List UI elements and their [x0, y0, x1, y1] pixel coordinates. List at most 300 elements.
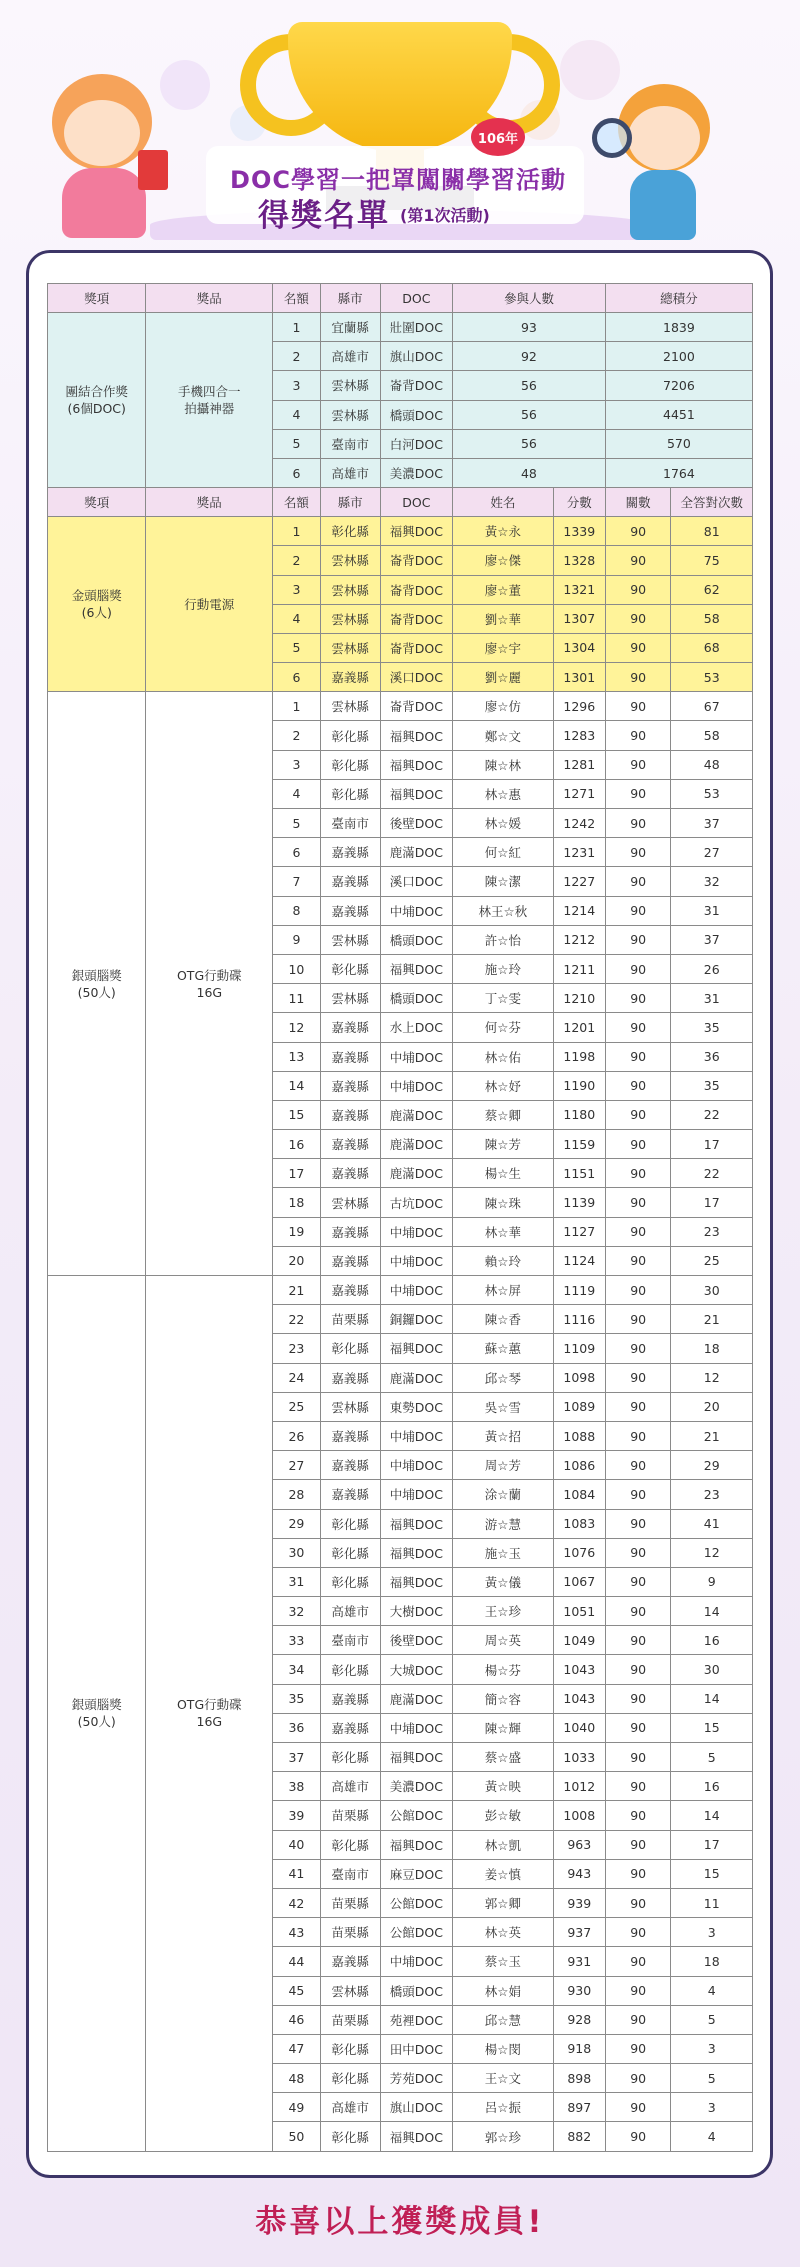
county-cell: 嘉義縣 — [320, 1100, 380, 1129]
all-correct-cell: 41 — [671, 1509, 753, 1538]
score-cell: 939 — [553, 1888, 605, 1917]
rank-cell: 6 — [273, 838, 321, 867]
score-cell: 1012 — [553, 1772, 605, 1801]
score-cell: 1088 — [553, 1421, 605, 1450]
name-cell: 林☆娟 — [453, 1976, 554, 2005]
participants-cell: 48 — [453, 458, 606, 487]
column-header: 獎品 — [146, 284, 273, 313]
county-cell: 彰化縣 — [320, 721, 380, 750]
county-cell: 苗栗縣 — [320, 1305, 380, 1334]
score-cell: 1033 — [553, 1743, 605, 1772]
score-cell: 1211 — [553, 954, 605, 983]
rank-cell: 17 — [273, 1159, 321, 1188]
county-cell: 彰化縣 — [320, 2034, 380, 2063]
name-cell: 林☆華 — [453, 1217, 554, 1246]
rank-cell: 10 — [273, 954, 321, 983]
event-title: DOC學習一把罩闖關學習活動 — [230, 166, 566, 194]
level-cell: 90 — [605, 1684, 671, 1713]
county-cell: 嘉義縣 — [320, 663, 380, 692]
level-cell: 90 — [605, 692, 671, 721]
level-cell: 90 — [605, 1655, 671, 1684]
rank-cell: 3 — [273, 575, 321, 604]
county-cell: 彰化縣 — [320, 1567, 380, 1596]
all-correct-cell: 16 — [671, 1626, 753, 1655]
name-cell: 林☆凱 — [453, 1830, 554, 1859]
doc-cell: 田中DOC — [380, 2034, 452, 2063]
column-header: 獎品 — [146, 488, 273, 517]
doc-cell: 崙背DOC — [380, 604, 452, 633]
prize-name: 手機四合一 拍攝神器 — [146, 313, 273, 488]
level-cell: 90 — [605, 1276, 671, 1305]
rank-cell: 30 — [273, 1538, 321, 1567]
level-cell: 90 — [605, 1626, 671, 1655]
doc-cell: 福興DOC — [380, 1567, 452, 1596]
name-cell: 陳☆香 — [453, 1305, 554, 1334]
name-cell: 陳☆芳 — [453, 1130, 554, 1159]
county-cell: 臺南市 — [320, 429, 380, 458]
all-correct-cell: 17 — [671, 1130, 753, 1159]
county-cell: 嘉義縣 — [320, 1071, 380, 1100]
level-cell: 90 — [605, 984, 671, 1013]
doc-cell: 中埔DOC — [380, 896, 452, 925]
level-cell: 90 — [605, 1947, 671, 1976]
team-header-row — [48, 284, 753, 313]
score-cell: 1049 — [553, 1626, 605, 1655]
county-cell: 嘉義縣 — [320, 1276, 380, 1305]
doc-cell: 鹿滿DOC — [380, 838, 452, 867]
rank-cell: 43 — [273, 1918, 321, 1947]
name-cell: 廖☆宇 — [453, 633, 554, 662]
score-cell: 897 — [553, 2093, 605, 2122]
gold-award-section — [48, 517, 753, 692]
score-cell: 1051 — [553, 1597, 605, 1626]
doc-cell: 公館DOC — [380, 1801, 452, 1830]
name-cell: 楊☆生 — [453, 1159, 554, 1188]
score-cell: 1227 — [553, 867, 605, 896]
score-cell: 931 — [553, 1947, 605, 1976]
name-cell: 鄭☆文 — [453, 721, 554, 750]
column-header: 縣市 — [320, 284, 380, 313]
all-correct-cell: 68 — [671, 633, 753, 662]
score-cell: 1098 — [553, 1363, 605, 1392]
name-cell: 邱☆琴 — [453, 1363, 554, 1392]
all-correct-cell: 75 — [671, 546, 753, 575]
prize-name: OTG行動碟 16G — [146, 692, 273, 1276]
level-cell: 90 — [605, 1567, 671, 1596]
doc-cell: 公館DOC — [380, 1888, 452, 1917]
rank-cell: 20 — [273, 1246, 321, 1275]
rank-cell: 31 — [273, 1567, 321, 1596]
score-cell: 1201 — [553, 1013, 605, 1042]
rank-cell: 44 — [273, 1947, 321, 1976]
rank-cell: 1 — [273, 692, 321, 721]
page-subtitle: (第1次活動) — [400, 206, 490, 225]
rank-cell: 2 — [273, 721, 321, 750]
score-cell: 1242 — [553, 809, 605, 838]
bubble-decoration — [160, 60, 210, 110]
rank-cell: 11 — [273, 984, 321, 1013]
name-cell: 賴☆玲 — [453, 1246, 554, 1275]
name-cell: 林☆媛 — [453, 809, 554, 838]
all-correct-cell: 18 — [671, 1334, 753, 1363]
score-cell: 1083 — [553, 1509, 605, 1538]
county-cell: 臺南市 — [320, 1859, 380, 1888]
level-cell: 90 — [605, 575, 671, 604]
all-correct-cell: 14 — [671, 1801, 753, 1830]
county-cell: 彰化縣 — [320, 954, 380, 983]
county-cell: 嘉義縣 — [320, 1159, 380, 1188]
county-cell: 苗栗縣 — [320, 1888, 380, 1917]
county-cell: 嘉義縣 — [320, 1217, 380, 1246]
level-cell: 90 — [605, 1130, 671, 1159]
rank-cell: 1 — [273, 517, 321, 546]
rank-cell: 3 — [273, 750, 321, 779]
county-cell: 嘉義縣 — [320, 1246, 380, 1275]
doc-cell: 福興DOC — [380, 2122, 452, 2151]
level-cell: 90 — [605, 721, 671, 750]
all-correct-cell: 31 — [671, 896, 753, 925]
name-cell: 許☆怡 — [453, 925, 554, 954]
county-cell: 苗栗縣 — [320, 1801, 380, 1830]
name-cell: 郭☆珍 — [453, 2122, 554, 2151]
level-cell: 90 — [605, 1217, 671, 1246]
rank-cell: 47 — [273, 2034, 321, 2063]
name-cell: 郭☆卿 — [453, 1888, 554, 1917]
rank-cell: 23 — [273, 1334, 321, 1363]
rank-cell: 22 — [273, 1305, 321, 1334]
county-cell: 高雄市 — [320, 1772, 380, 1801]
level-cell: 90 — [605, 1830, 671, 1859]
doc-cell: 中埔DOC — [380, 1421, 452, 1450]
level-cell: 90 — [605, 1743, 671, 1772]
name-cell: 何☆芬 — [453, 1013, 554, 1042]
score-cell: 1180 — [553, 1100, 605, 1129]
boy-face — [628, 106, 700, 170]
column-header: DOC — [380, 284, 452, 313]
rank-cell: 6 — [273, 458, 321, 487]
score-cell: 898 — [553, 2064, 605, 2093]
individual-header-section — [48, 488, 753, 517]
rank-cell: 32 — [273, 1597, 321, 1626]
all-correct-cell: 12 — [671, 1538, 753, 1567]
rank-cell: 9 — [273, 925, 321, 954]
magnifier-icon — [592, 118, 632, 158]
county-cell: 臺南市 — [320, 1626, 380, 1655]
county-cell: 高雄市 — [320, 342, 380, 371]
doc-cell: 古坑DOC — [380, 1188, 452, 1217]
doc-cell: 福興DOC — [380, 1334, 452, 1363]
table-row — [48, 1276, 753, 1305]
level-cell: 90 — [605, 1334, 671, 1363]
doc-cell: 福興DOC — [380, 750, 452, 779]
rank-cell: 4 — [273, 400, 321, 429]
all-correct-cell: 67 — [671, 692, 753, 721]
score-cell: 930 — [553, 1976, 605, 2005]
name-cell: 陳☆珠 — [453, 1188, 554, 1217]
county-cell: 嘉義縣 — [320, 1713, 380, 1742]
rank-cell: 2 — [273, 546, 321, 575]
county-cell: 彰化縣 — [320, 750, 380, 779]
score-cell: 1212 — [553, 925, 605, 954]
score-cell: 1301 — [553, 663, 605, 692]
score-cell: 1328 — [553, 546, 605, 575]
county-cell: 彰化縣 — [320, 1538, 380, 1567]
silver-award-section-1 — [48, 692, 753, 1276]
level-cell: 90 — [605, 2122, 671, 2151]
all-correct-cell: 4 — [671, 2122, 753, 2151]
rank-cell: 13 — [273, 1042, 321, 1071]
rank-cell: 26 — [273, 1421, 321, 1450]
level-cell: 90 — [605, 750, 671, 779]
name-cell: 廖☆董 — [453, 575, 554, 604]
all-correct-cell: 23 — [671, 1480, 753, 1509]
county-cell: 雲林縣 — [320, 1976, 380, 2005]
level-cell: 90 — [605, 1188, 671, 1217]
county-cell: 臺南市 — [320, 809, 380, 838]
name-cell: 林☆英 — [453, 1918, 554, 1947]
county-cell: 宜蘭縣 — [320, 313, 380, 342]
level-cell: 90 — [605, 779, 671, 808]
doc-cell: 後壁DOC — [380, 1626, 452, 1655]
rank-cell: 24 — [273, 1363, 321, 1392]
doc-cell: 橋頭DOC — [380, 925, 452, 954]
level-cell: 90 — [605, 1421, 671, 1450]
total-score-cell: 4451 — [605, 400, 752, 429]
county-cell: 彰化縣 — [320, 2064, 380, 2093]
doc-cell: 福興DOC — [380, 517, 452, 546]
rank-cell: 39 — [273, 1801, 321, 1830]
name-cell: 林☆佑 — [453, 1042, 554, 1071]
total-score-cell: 1839 — [605, 313, 752, 342]
all-correct-cell: 23 — [671, 1217, 753, 1246]
level-cell: 90 — [605, 954, 671, 983]
doc-cell: 中埔DOC — [380, 1071, 452, 1100]
level-cell: 90 — [605, 1042, 671, 1071]
prize-name: 行動電源 — [146, 517, 273, 692]
all-correct-cell: 15 — [671, 1859, 753, 1888]
doc-cell: 中埔DOC — [380, 1246, 452, 1275]
name-cell: 黃☆永 — [453, 517, 554, 546]
all-correct-cell: 62 — [671, 575, 753, 604]
score-cell: 1231 — [553, 838, 605, 867]
doc-cell: 崙背DOC — [380, 633, 452, 662]
all-correct-cell: 35 — [671, 1013, 753, 1042]
level-cell: 90 — [605, 1538, 671, 1567]
rank-cell: 5 — [273, 633, 321, 662]
county-cell: 嘉義縣 — [320, 838, 380, 867]
score-cell: 1076 — [553, 1538, 605, 1567]
rank-cell: 40 — [273, 1830, 321, 1859]
name-cell: 劉☆華 — [453, 604, 554, 633]
all-correct-cell: 25 — [671, 1246, 753, 1275]
score-cell: 1124 — [553, 1246, 605, 1275]
name-cell: 黃☆映 — [453, 1772, 554, 1801]
level-cell: 90 — [605, 1451, 671, 1480]
doc-cell: 橋頭DOC — [380, 984, 452, 1013]
level-cell: 90 — [605, 663, 671, 692]
all-correct-cell: 9 — [671, 1567, 753, 1596]
name-cell: 蘇☆蕙 — [453, 1334, 554, 1363]
rank-cell: 21 — [273, 1276, 321, 1305]
score-cell: 1127 — [553, 1217, 605, 1246]
level-cell: 90 — [605, 838, 671, 867]
rank-cell: 42 — [273, 1888, 321, 1917]
name-cell: 楊☆閔 — [453, 2034, 554, 2063]
doc-cell: 崙背DOC — [380, 371, 452, 400]
level-cell: 90 — [605, 604, 671, 633]
all-correct-cell: 37 — [671, 925, 753, 954]
county-cell: 彰化縣 — [320, 1334, 380, 1363]
county-cell: 彰化縣 — [320, 2122, 380, 2151]
doc-cell: 崙背DOC — [380, 546, 452, 575]
score-cell: 1084 — [553, 1480, 605, 1509]
score-cell: 1214 — [553, 896, 605, 925]
county-cell: 嘉義縣 — [320, 1451, 380, 1480]
prize-name: OTG行動碟 16G — [146, 1276, 273, 2152]
doc-cell: 福興DOC — [380, 1830, 452, 1859]
county-cell: 嘉義縣 — [320, 1684, 380, 1713]
doc-cell: 後壁DOC — [380, 809, 452, 838]
doc-cell: 大城DOC — [380, 1655, 452, 1684]
score-cell: 1159 — [553, 1130, 605, 1159]
score-cell: 1281 — [553, 750, 605, 779]
name-cell: 林☆惠 — [453, 779, 554, 808]
all-correct-cell: 22 — [671, 1100, 753, 1129]
score-cell: 1321 — [553, 575, 605, 604]
rank-cell: 2 — [273, 342, 321, 371]
rank-cell: 35 — [273, 1684, 321, 1713]
doc-cell: 崙背DOC — [380, 575, 452, 604]
doc-cell: 苑裡DOC — [380, 2005, 452, 2034]
total-score-cell: 1764 — [605, 458, 752, 487]
county-cell: 彰化縣 — [320, 1509, 380, 1538]
boy-body — [630, 170, 696, 240]
all-correct-cell: 3 — [671, 1918, 753, 1947]
all-correct-cell: 17 — [671, 1830, 753, 1859]
column-header: 獎項 — [48, 284, 146, 313]
rank-cell: 27 — [273, 1451, 321, 1480]
rank-cell: 18 — [273, 1188, 321, 1217]
score-cell: 1271 — [553, 779, 605, 808]
county-cell: 嘉義縣 — [320, 896, 380, 925]
level-cell: 90 — [605, 1859, 671, 1888]
name-cell: 廖☆仿 — [453, 692, 554, 721]
all-correct-cell: 32 — [671, 867, 753, 896]
results-table — [47, 283, 753, 2152]
score-cell: 943 — [553, 1859, 605, 1888]
name-cell: 蔡☆玉 — [453, 1947, 554, 1976]
name-cell: 林王☆秋 — [453, 896, 554, 925]
county-cell: 雲林縣 — [320, 575, 380, 604]
name-cell: 丁☆雯 — [453, 984, 554, 1013]
name-cell: 施☆玉 — [453, 1538, 554, 1567]
name-cell: 吳☆雪 — [453, 1392, 554, 1421]
doc-cell: 福興DOC — [380, 1538, 452, 1567]
score-cell: 1283 — [553, 721, 605, 750]
doc-cell: 壯圍DOC — [380, 313, 452, 342]
level-cell: 90 — [605, 1100, 671, 1129]
award-name: 銀頭腦獎 (50人) — [48, 692, 146, 1276]
doc-cell: 中埔DOC — [380, 1451, 452, 1480]
doc-cell: 溪口DOC — [380, 867, 452, 896]
name-cell: 林☆妤 — [453, 1071, 554, 1100]
award-name: 銀頭腦獎 (50人) — [48, 1276, 146, 2152]
rank-cell: 15 — [273, 1100, 321, 1129]
county-cell: 雲林縣 — [320, 692, 380, 721]
doc-cell: 中埔DOC — [380, 1217, 452, 1246]
doc-cell: 福興DOC — [380, 954, 452, 983]
doc-cell: 白河DOC — [380, 429, 452, 458]
county-cell: 嘉義縣 — [320, 1947, 380, 1976]
level-cell: 90 — [605, 1918, 671, 1947]
all-correct-cell: 58 — [671, 721, 753, 750]
doc-cell: 鹿滿DOC — [380, 1130, 452, 1159]
rank-cell: 28 — [273, 1480, 321, 1509]
name-cell: 簡☆容 — [453, 1684, 554, 1713]
all-correct-cell: 29 — [671, 1451, 753, 1480]
girl-face — [64, 100, 140, 166]
county-cell: 雲林縣 — [320, 371, 380, 400]
rank-cell: 25 — [273, 1392, 321, 1421]
column-header: 分數 — [553, 488, 605, 517]
participants-cell: 56 — [453, 371, 606, 400]
total-score-cell: 7206 — [605, 371, 752, 400]
all-correct-cell: 5 — [671, 2005, 753, 2034]
doc-cell: 中埔DOC — [380, 1042, 452, 1071]
rank-cell: 5 — [273, 429, 321, 458]
score-cell: 1307 — [553, 604, 605, 633]
level-cell: 90 — [605, 546, 671, 575]
rank-cell: 48 — [273, 2064, 321, 2093]
doc-cell: 橋頭DOC — [380, 1976, 452, 2005]
name-cell: 黃☆招 — [453, 1421, 554, 1450]
level-cell: 90 — [605, 2005, 671, 2034]
rank-cell: 7 — [273, 867, 321, 896]
score-cell: 1040 — [553, 1713, 605, 1742]
rank-cell: 4 — [273, 779, 321, 808]
level-cell: 90 — [605, 1071, 671, 1100]
doc-cell: 溪口DOC — [380, 663, 452, 692]
county-cell: 嘉義縣 — [320, 1013, 380, 1042]
level-cell: 90 — [605, 1392, 671, 1421]
all-correct-cell: 31 — [671, 984, 753, 1013]
congratulations-footer: 恭喜以上獲獎成員! — [255, 2204, 545, 2240]
score-cell: 1119 — [553, 1276, 605, 1305]
rank-cell: 14 — [273, 1071, 321, 1100]
rank-cell: 41 — [273, 1859, 321, 1888]
all-correct-cell: 15 — [671, 1713, 753, 1742]
header-banner — [0, 0, 800, 250]
doc-cell: 中埔DOC — [380, 1480, 452, 1509]
name-cell: 施☆玲 — [453, 954, 554, 983]
doc-cell: 中埔DOC — [380, 1947, 452, 1976]
name-cell: 邱☆慧 — [453, 2005, 554, 2034]
all-correct-cell: 5 — [671, 1743, 753, 1772]
girl-dress — [62, 168, 146, 238]
name-cell: 黃☆儀 — [453, 1567, 554, 1596]
level-cell: 90 — [605, 1713, 671, 1742]
doc-cell: 崙背DOC — [380, 692, 452, 721]
table-row — [48, 517, 753, 546]
doc-cell: 橋頭DOC — [380, 400, 452, 429]
name-cell: 涂☆蘭 — [453, 1480, 554, 1509]
doc-cell: 中埔DOC — [380, 1713, 452, 1742]
rank-cell: 37 — [273, 1743, 321, 1772]
level-cell: 90 — [605, 2064, 671, 2093]
doc-cell: 福興DOC — [380, 1743, 452, 1772]
level-cell: 90 — [605, 1480, 671, 1509]
award-name: 金頭腦獎 (6人) — [48, 517, 146, 692]
